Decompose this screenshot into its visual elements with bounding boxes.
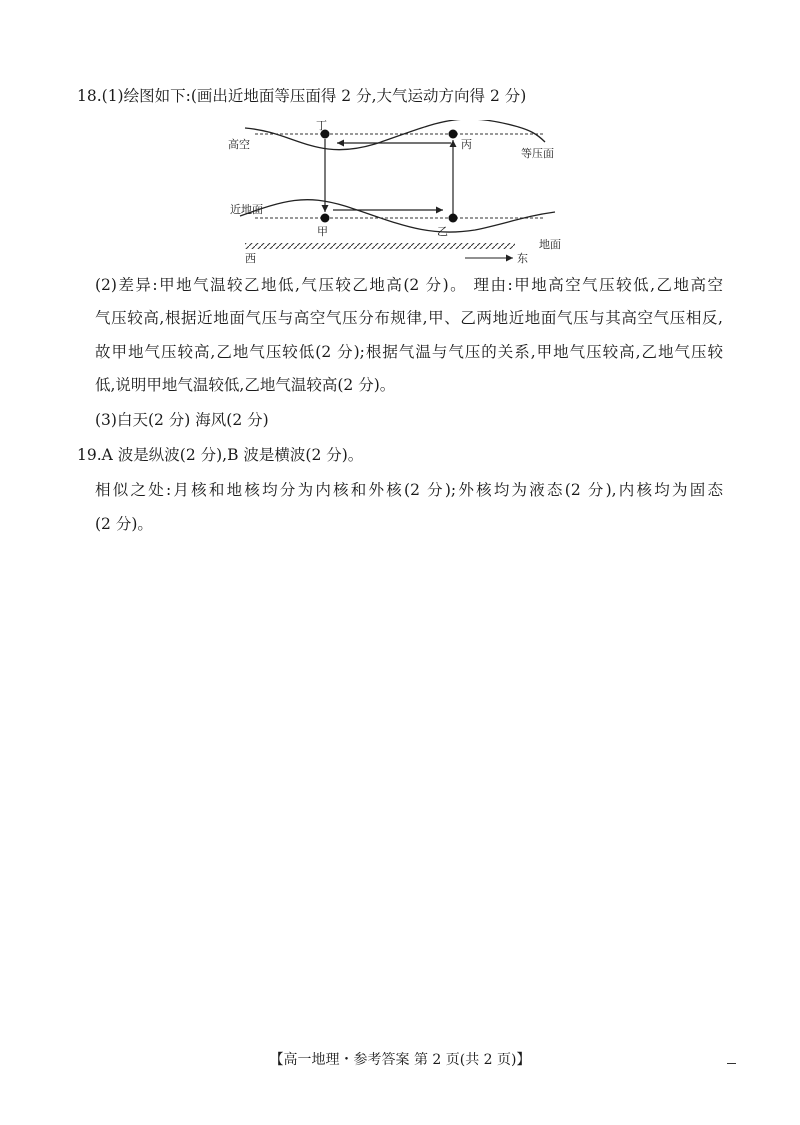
ground-hatch	[245, 243, 515, 249]
footer-mark	[727, 1063, 736, 1064]
label-bing: 丙	[461, 138, 472, 151]
q18-part2-line1: (2)差异:甲地气温较乙地低,气压较乙地高(2 分)。 理由:甲地高空气压较低,乙地高空	[95, 276, 723, 294]
q18-part2-line4: 低,说明甲地气温较低,乙地气温较高(2 分)。	[95, 376, 396, 394]
q18-part3: (3)白天(2 分) 海风(2 分)	[95, 411, 269, 429]
q19-line2: 相似之处:月核和地核均分为内核和外核(2 分);外核均为液态(2 分),内核均为固态	[95, 481, 723, 499]
q19-line3: (2 分)。	[95, 515, 153, 533]
page-footer: 【高一地理・参考答案 第 2 页(共 2 页)】	[269, 1052, 531, 1068]
label-high: 高空	[228, 138, 250, 151]
lower-isobar-curve	[240, 200, 555, 232]
upper-isobar-curve	[245, 120, 545, 150]
label-east: 东	[517, 252, 528, 265]
point-bing-dot	[449, 130, 458, 139]
label-isobar: 等压面	[521, 147, 554, 160]
q18-part2-line2: 气压较高,根据近地面气压与高空气压分布规律,甲、乙两地近地面气压与其高空气压相反,	[95, 309, 723, 327]
pressure-diagram	[225, 120, 570, 265]
label-ding: 丁	[316, 120, 327, 132]
q18-part2-line3: 故甲地气压较高,乙地气压较低(2 分);根据气温与气压的关系,甲地气压较高,乙地气压较	[95, 343, 723, 361]
point-yi-dot	[449, 214, 458, 223]
label-west: 西	[245, 252, 256, 265]
label-yi: 乙	[437, 225, 448, 238]
label-ground: 近地面	[230, 203, 263, 216]
label-jia: 甲	[317, 225, 328, 238]
q19-line1: 19.A 波是纵波(2 分),B 波是横波(2 分)。	[77, 446, 364, 464]
q18-part1: 18.(1)绘图如下:(画出近地面等压面得 2 分,大气运动方向得 2 分)	[77, 87, 527, 105]
point-jia-dot	[321, 214, 330, 223]
label-surface: 地面	[539, 238, 561, 251]
